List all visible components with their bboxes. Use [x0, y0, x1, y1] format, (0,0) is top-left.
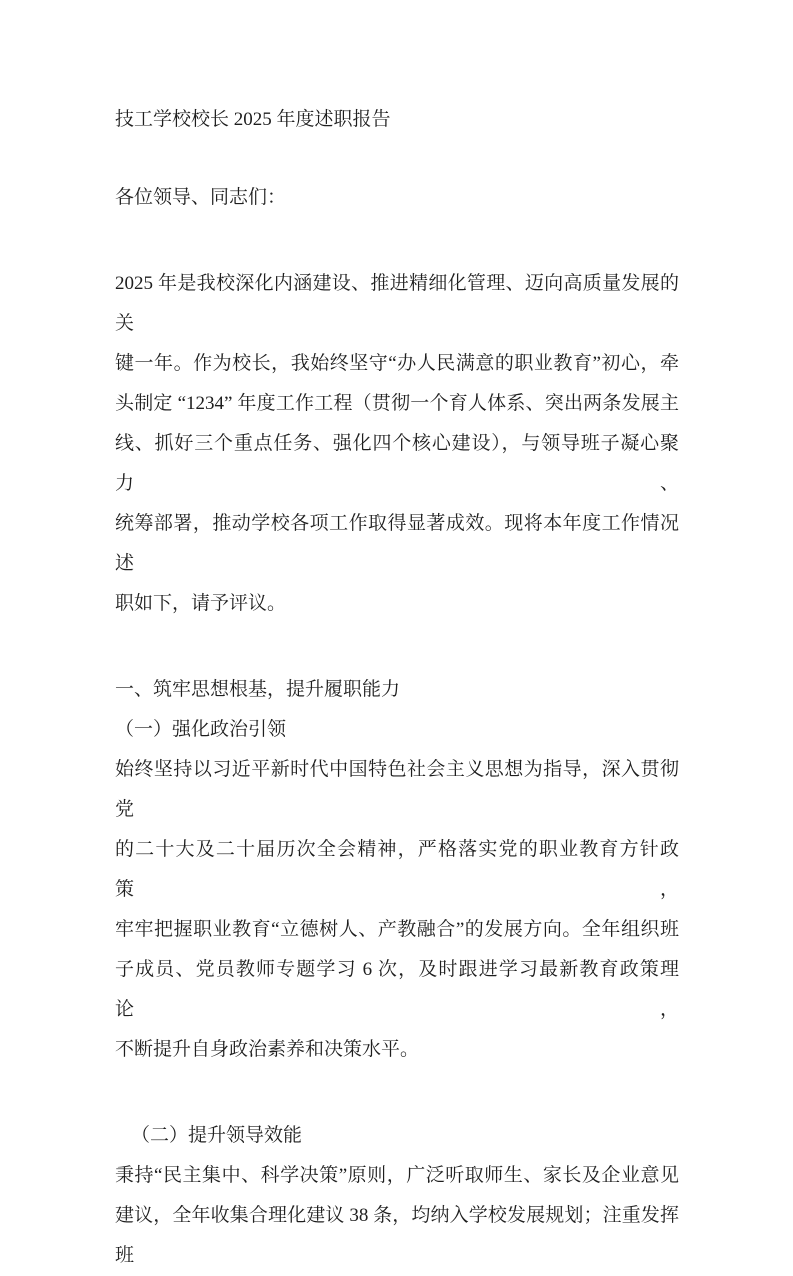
text-line: （一）强化政治引领 — [115, 719, 287, 740]
text-line: 线、抓好三个重点任务、强化四个核心建设），与领导班子凝心聚力、 — [115, 433, 679, 494]
text-line: 不断提升自身政治素养和决策水平。 — [115, 1039, 420, 1060]
text-line: 2025 年是我校深化内涵建设、推进精细化管理、迈向高质量发展的关 — [115, 273, 679, 334]
text-line: 统筹部署，推动学校各项工作取得显著成效。现将本年度工作情况述 — [115, 513, 679, 574]
text-line: 牢牢把握职业教育“立德树人、产教融合”的发展方向。全年组织班 — [115, 919, 679, 940]
salutation — [115, 178, 679, 218]
text-line: 的二十大及二十届历次全会精神，严格落实党的职业教育方针政策， — [115, 839, 679, 900]
paragraph-political-guidance — [115, 750, 679, 1070]
section-1-2-subheading — [131, 1116, 679, 1156]
text-line: 秉持“民主集中、科学决策”原则，广泛听取师生、家长及企业意见 — [115, 1165, 679, 1186]
text-line: 键一年。作为校长，我始终坚守“办人民满意的职业教育”初心，牵 — [115, 353, 679, 374]
text-line: 头制定 “1234” 年度工作工程（贯彻一个育人体系、突出两条发展主 — [115, 393, 679, 414]
paragraph-leadership-effectiveness — [115, 1156, 679, 1276]
document-body — [115, 100, 679, 1276]
paragraph-overview — [115, 264, 679, 624]
section-1-heading — [115, 670, 679, 710]
text-line: 一、筑牢思想根基，提升履职能力 — [115, 679, 401, 700]
text-line: 技工学校校长 2025 年度述职报告 — [115, 109, 391, 130]
section-1-1-subheading — [115, 710, 679, 750]
text-line: 始终坚持以习近平新时代中国特色社会主义思想为指导，深入贯彻党 — [115, 759, 679, 820]
text-line: （二）提升领导效能 — [131, 1125, 303, 1146]
text-line: 职如下，请予评议。 — [115, 593, 287, 614]
text-line: 建议，全年收集合理化建议 38 条，均纳入学校发展规划；注重发挥班 — [115, 1205, 679, 1266]
text-line: 子成员、党员教师专题学习 6 次，及时跟进学习最新教育政策理论， — [115, 959, 679, 1020]
text-line: 各位领导、同志们： — [115, 187, 287, 208]
document-title — [115, 100, 679, 140]
